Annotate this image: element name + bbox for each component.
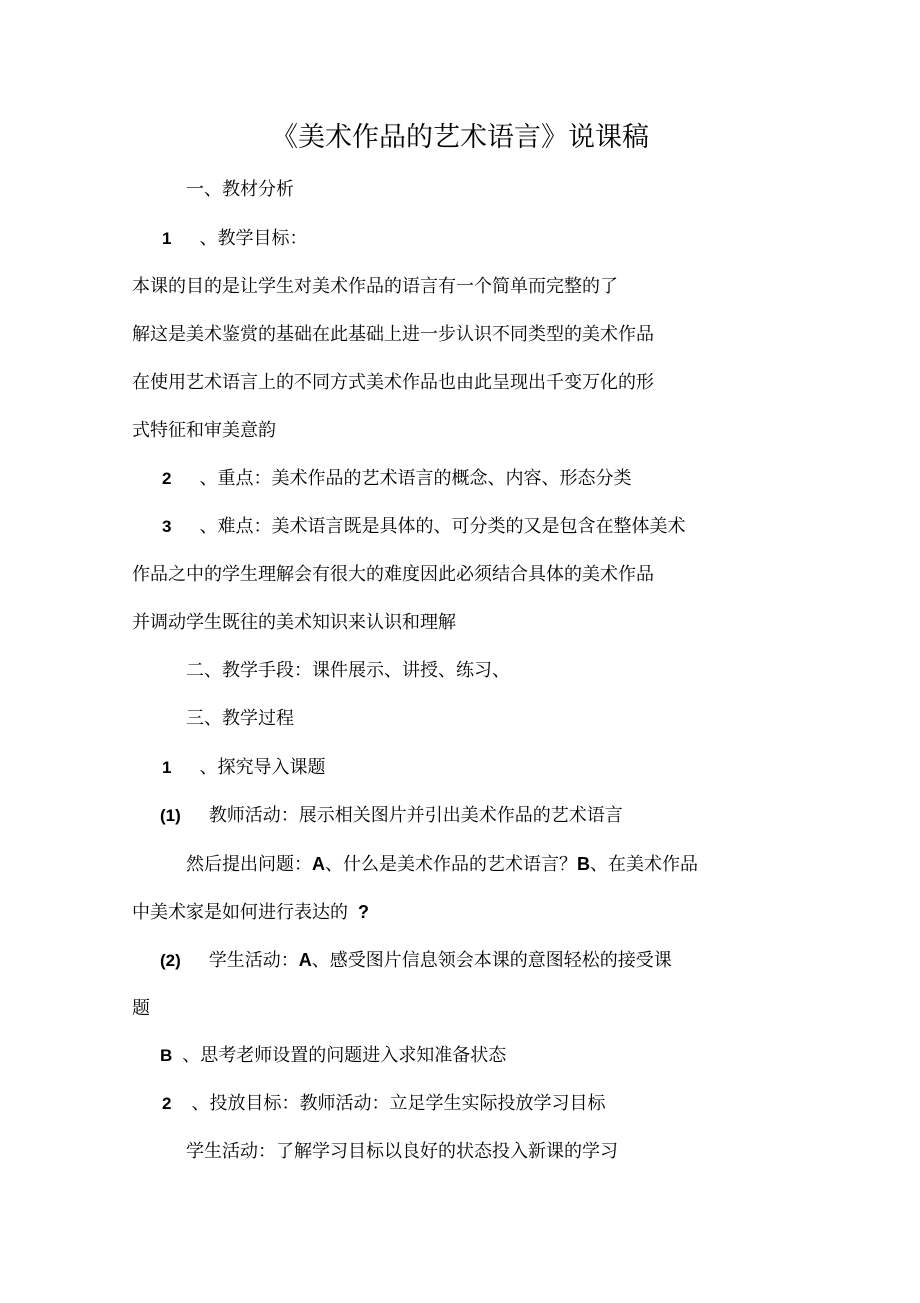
text-segment: 学生活动： <box>208 950 299 971</box>
item-text: 、重点：美术作品的艺术语言的概念、内容、形态分类 <box>199 468 632 489</box>
paragraph-line: 题 <box>132 998 150 1019</box>
text-segment: 、在美术作品 <box>590 854 698 875</box>
subheading-teaching-goals <box>162 225 307 253</box>
text-segment: 然后提出问题： <box>186 854 312 875</box>
item-number: 1 <box>162 229 172 248</box>
paragraph-line: 并调动学生既往的美术知识来认识和理解 <box>132 612 456 633</box>
question-mark: ? <box>358 902 369 922</box>
option-letter: A <box>312 854 325 874</box>
subheading-key-points <box>162 465 631 493</box>
paragraph-line: 学生活动：了解学习目标以良好的状态投入新课的学习 <box>186 1141 618 1162</box>
subheading-difficulties <box>162 513 685 541</box>
item-text: 、教学目标： <box>199 228 308 249</box>
item-number: 2 <box>162 469 172 488</box>
paragraph-line: 本课的目的是让学生对美术作品的语言有一个简单而完整的了 <box>132 276 618 297</box>
item-text: 、投放目标：教师活动：立足学生实际投放学习目标 <box>191 1093 606 1114</box>
section-heading-1: 一、教材分析 <box>186 179 294 200</box>
subheading-intro <box>162 754 325 782</box>
paragraph-line: 作品之中的学生理解会有很大的难度因此必须结合具体的美术作品 <box>132 564 654 585</box>
paragraph-line: 解这是美术鉴赏的基础在此基础上进一步认识不同类型的美术作品 <box>132 324 654 345</box>
text-segment: 中美术家是如何进行表达的 <box>132 902 348 923</box>
subheading-set-goals <box>162 1090 605 1118</box>
item-text: 教师活动：展示相关图片并引出美术作品的艺术语言 <box>208 805 623 826</box>
item-text: 、思考老师设置的问题进入求知准备状态 <box>182 1045 507 1066</box>
item-text: 、探究导入课题 <box>199 757 326 778</box>
item-number: 2 <box>162 1094 172 1113</box>
sub-item-teacher-activity <box>160 802 623 830</box>
sub-item-b <box>160 1042 506 1070</box>
paragraph-line-questions <box>186 850 698 879</box>
document-title: 《美术作品的艺术语言》说课稿 <box>271 122 649 153</box>
paragraph-line: 式特征和审美意韵 <box>132 420 276 441</box>
option-letter: A <box>298 950 312 970</box>
text-segment: 、感受图片信息领会本课的意图轻松的接受课 <box>311 950 672 971</box>
option-letter: B <box>577 854 590 874</box>
text-segment: 、什么是美术作品的艺术语言？ <box>325 854 577 875</box>
section-heading-3: 三、教学过程 <box>186 708 294 729</box>
option-letter: B <box>160 1046 173 1065</box>
item-number: (2) <box>160 951 181 970</box>
paragraph-line <box>132 898 369 927</box>
item-number: (1) <box>160 806 181 825</box>
sub-item-student-activity <box>160 946 672 975</box>
section-heading-2: 二、教学手段：课件展示、讲授、练习、 <box>186 660 510 681</box>
item-number: 1 <box>162 758 172 777</box>
item-number: 3 <box>162 517 172 536</box>
item-text: 、难点：美术语言既是具体的、可分类的又是包含在整体美术 <box>199 516 686 537</box>
paragraph-line: 在使用艺术语言上的不同方式美术作品也由此呈现出千变万化的形 <box>132 372 654 393</box>
